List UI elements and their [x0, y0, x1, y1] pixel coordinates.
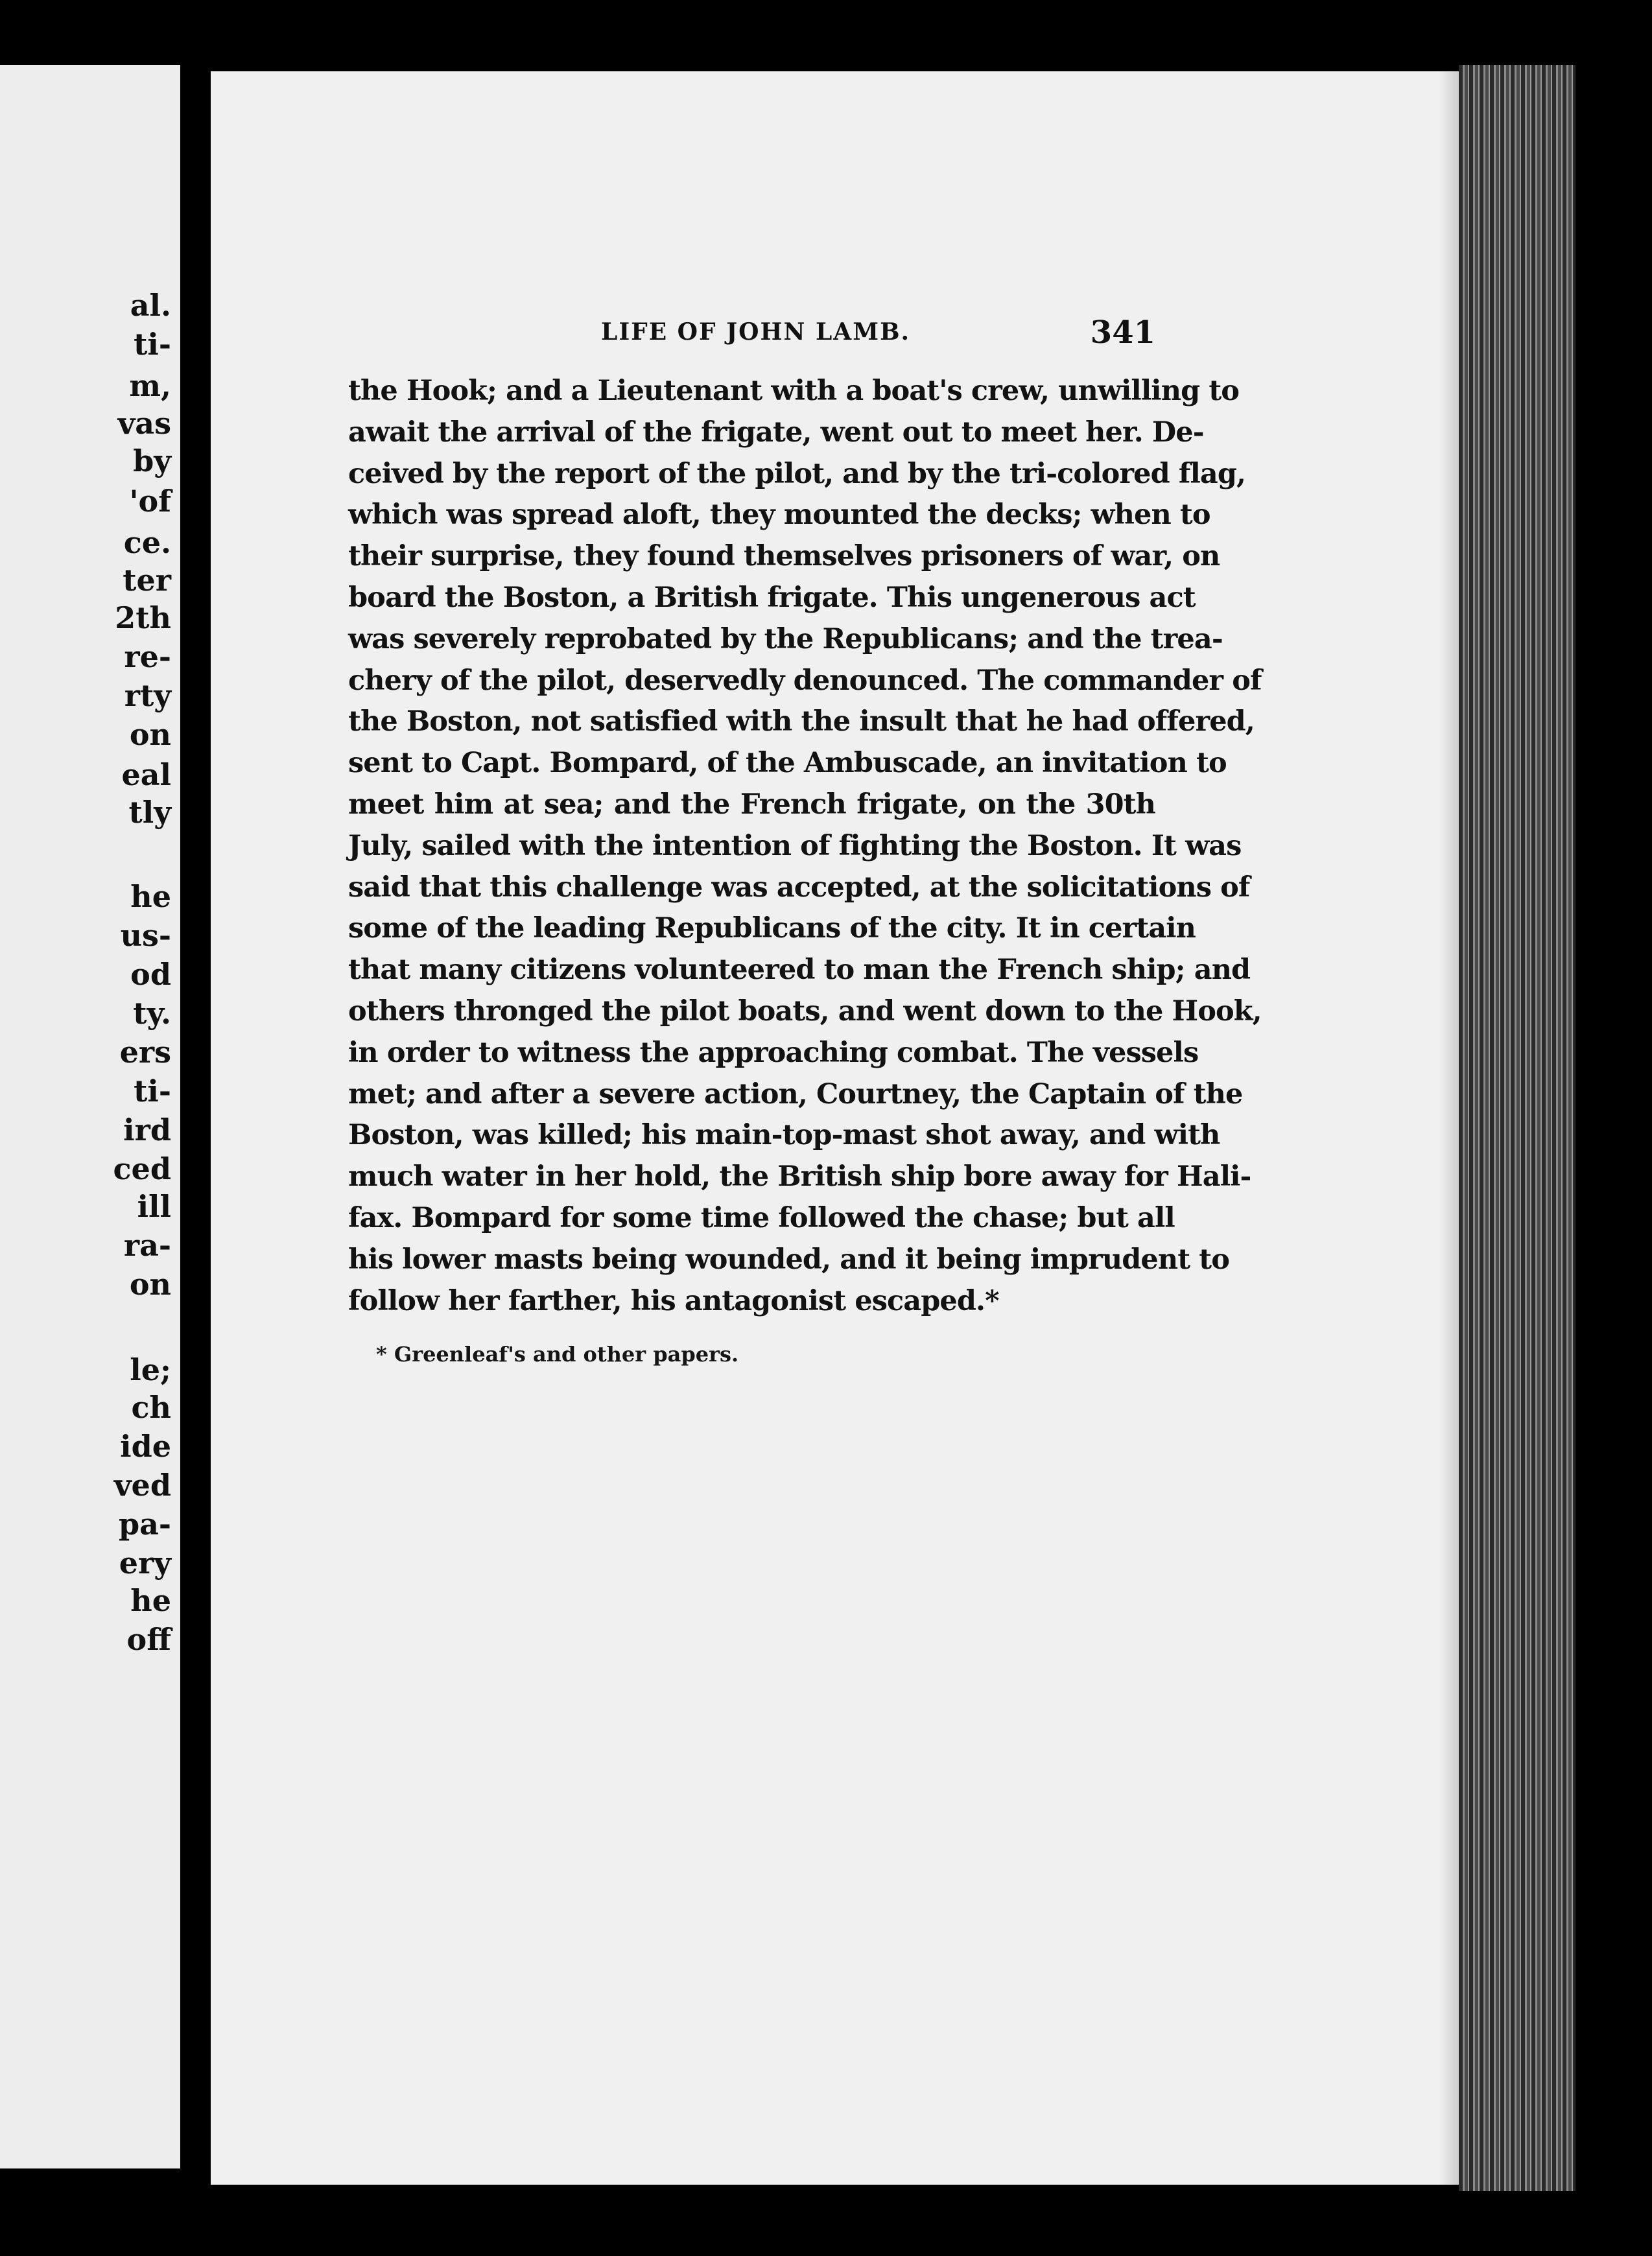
footnote: * Greenleaf's and other papers. [376, 1342, 739, 1367]
text-line: was severely reprobated by the Republicans; and the trea- [348, 622, 1223, 655]
facing-page-line: od [130, 957, 171, 992]
facing-page-line: he [130, 1583, 171, 1618]
facing-page-line: ird [123, 1112, 171, 1147]
facing-page-fragment [0, 65, 180, 2168]
body-text [348, 371, 1262, 1322]
facing-page-line: by [133, 443, 171, 478]
facing-page-line: ter [123, 563, 171, 598]
facing-page-line: ery [119, 1545, 171, 1580]
text-line: the Hook; and a Lieutenant with a boat's crew, unwilling to [348, 375, 1240, 407]
facing-page-line: 2th [115, 600, 171, 635]
facing-page-line: 'of [129, 484, 171, 519]
facing-page-line: al. [130, 288, 171, 323]
page-gutter-shadow [1439, 71, 1459, 2185]
facing-page-line: ill [137, 1189, 171, 1224]
text-line: which was spread aloft, they mounted the decks; when to [348, 499, 1210, 532]
facing-page-line: ty. [133, 996, 171, 1031]
facing-page-line: eal [121, 757, 171, 792]
page-number: 341 [1090, 314, 1155, 351]
facing-page-line: ers [119, 1035, 171, 1070]
text-line: that many citizens volunteered to man the French ship; and [348, 954, 1251, 987]
facing-page-line: ra- [123, 1228, 171, 1263]
facing-page-line: ch [131, 1390, 171, 1425]
text-line: meet him at sea; and the French frigate, on the 30th [348, 788, 1155, 821]
text-line: fax. Bompard for some time followed the chase; but all [348, 1201, 1175, 1234]
facing-page-line: off [126, 1622, 171, 1657]
facing-page-line: ce. [123, 525, 171, 560]
facing-page-line: m, [129, 368, 171, 403]
facing-page-line: tly [128, 795, 171, 830]
text-line: sent to Capt. Bompard, of the Ambuscade, an invitation to [348, 747, 1227, 780]
background-margin [1575, 65, 1652, 2256]
text-line: ceived by the report of the pilot, and by the tri-colored flag, [348, 457, 1246, 490]
text-line: in order to witness the approaching combat. The vessels [348, 1036, 1199, 1069]
book-page-edges [1459, 65, 1588, 2191]
facing-page-line: ced [113, 1151, 171, 1186]
text-line: his lower masts being wounded, and it being imprudent to [348, 1243, 1229, 1276]
facing-page-line: vas [117, 406, 171, 441]
facing-page-line: he [130, 879, 171, 914]
facing-page-line: rty [124, 678, 171, 713]
text-line: met; and after a severe action, Courtney, the Captain of the [348, 1077, 1243, 1110]
text-line: much water in her hold, the British ship bore away for Hali- [348, 1160, 1251, 1193]
text-line: others thronged the pilot boats, and went down to the Hook, [348, 994, 1262, 1028]
text-line: follow her farther, his antagonist escaped.* [348, 1284, 999, 1317]
text-line: chery of the pilot, deservedly denounced. The commander of [348, 664, 1262, 697]
text-line: their surprise, they found themselves prisoners of war, on [348, 540, 1220, 573]
text-line: the Boston, not satisfied with the insult that he had offered, [348, 705, 1255, 738]
text-line: some of the leading Republicans of the city. It in certain [348, 912, 1196, 945]
facing-page-line: ti- [134, 1074, 171, 1109]
facing-page-line: on [129, 717, 171, 752]
text-line: Boston, was killed; his main-top-mast shot away, and with [348, 1119, 1220, 1152]
running-head: LIFE OF JOHN LAMB. [601, 318, 911, 346]
facing-page-line: ti- [134, 327, 171, 362]
text-line: board the Boston, a British frigate. This ungenerous act [348, 581, 1196, 614]
text-line: said that this challenge was accepted, at the solicitations of [348, 871, 1250, 904]
text-line: July, sailed with the intention of fighting the Boston. It was [348, 829, 1242, 862]
facing-page-line: on [129, 1267, 171, 1302]
facing-page-line: us- [120, 918, 171, 953]
facing-page-line: ide [120, 1429, 171, 1464]
text-line: await the arrival of the frigate, went out to meet her. De- [348, 416, 1204, 449]
facing-page-line: re- [124, 639, 171, 674]
facing-page-line: ved [113, 1468, 171, 1503]
page-header [348, 314, 1155, 353]
facing-page-line: pa- [118, 1507, 171, 1542]
facing-page-line: le; [130, 1352, 171, 1387]
